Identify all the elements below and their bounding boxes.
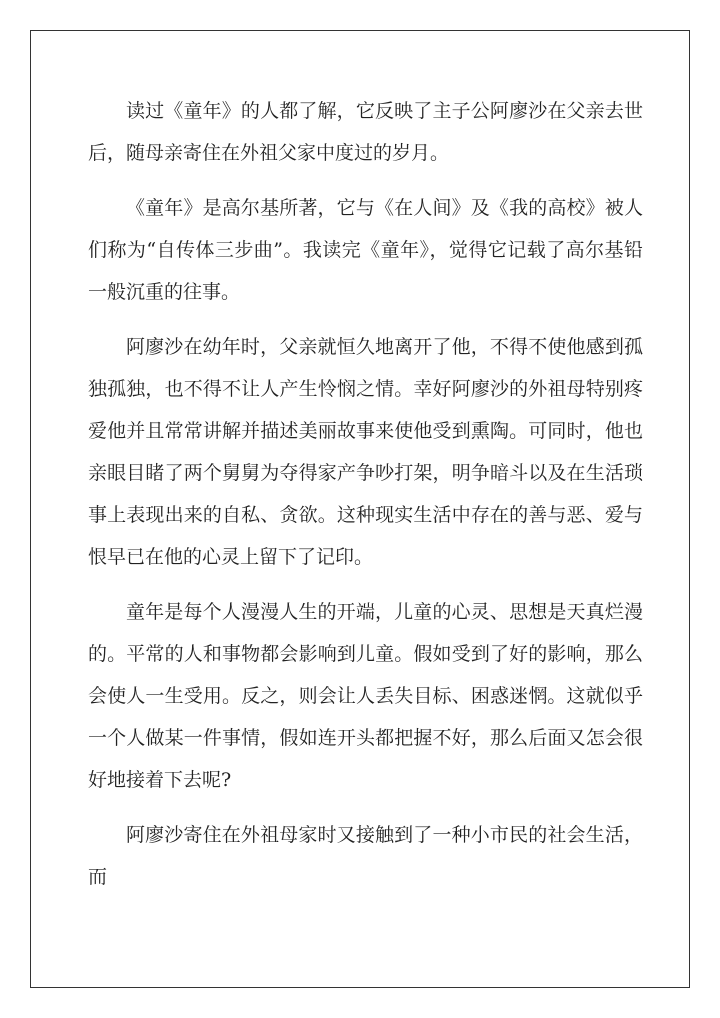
paragraph: 读过《童年》的人都了解，它反映了主子公阿廖沙在父亲去世后，随母亲寄住在外祖父家中度过的岁月。 (88, 100, 643, 164)
paragraph: 阿廖沙寄住在外祖母家时又接触到了一种小市民的社会生活，而 (88, 824, 643, 888)
paragraph: 童年是每个人漫漫人生的开端，儿童的心灵、思想是天真烂漫的。平常的人和事物都会影响到儿童。假如受到了好的影响，那么会使人一生受用。反之，则会让人丢失目标、困惑迷惘。这就似乎一个人做某一件事情，假如连开头都把握不好，那么后面又怎会很好地接着下去呢? (88, 601, 643, 791)
paragraph: 《童年》是高尔基所著，它与《在人间》及《我的高校》被人们称为“自传体三步曲”。我读完《童年》，觉得它记载了高尔基铅一般沉重的往事。 (88, 197, 643, 303)
document-body (88, 90, 643, 911)
paragraph: 阿廖沙在幼年时，父亲就恒久地离开了他，不得不使他感到孤独孤独，也不得不让人产生怜悯之情。幸好阿廖沙的外祖母特别疼爱他并且常常讲解并描述美丽故事来使他受到熏陶。可同时，他也亲眼目睹了两个舅舅为夺得家产争吵打架，明争暗斗以及在生活琐事上表现出来的自私、贪欲。这种现实生活中存在的善与恶、爱与恨早已在他的心灵上留下了记印。 (88, 336, 643, 568)
